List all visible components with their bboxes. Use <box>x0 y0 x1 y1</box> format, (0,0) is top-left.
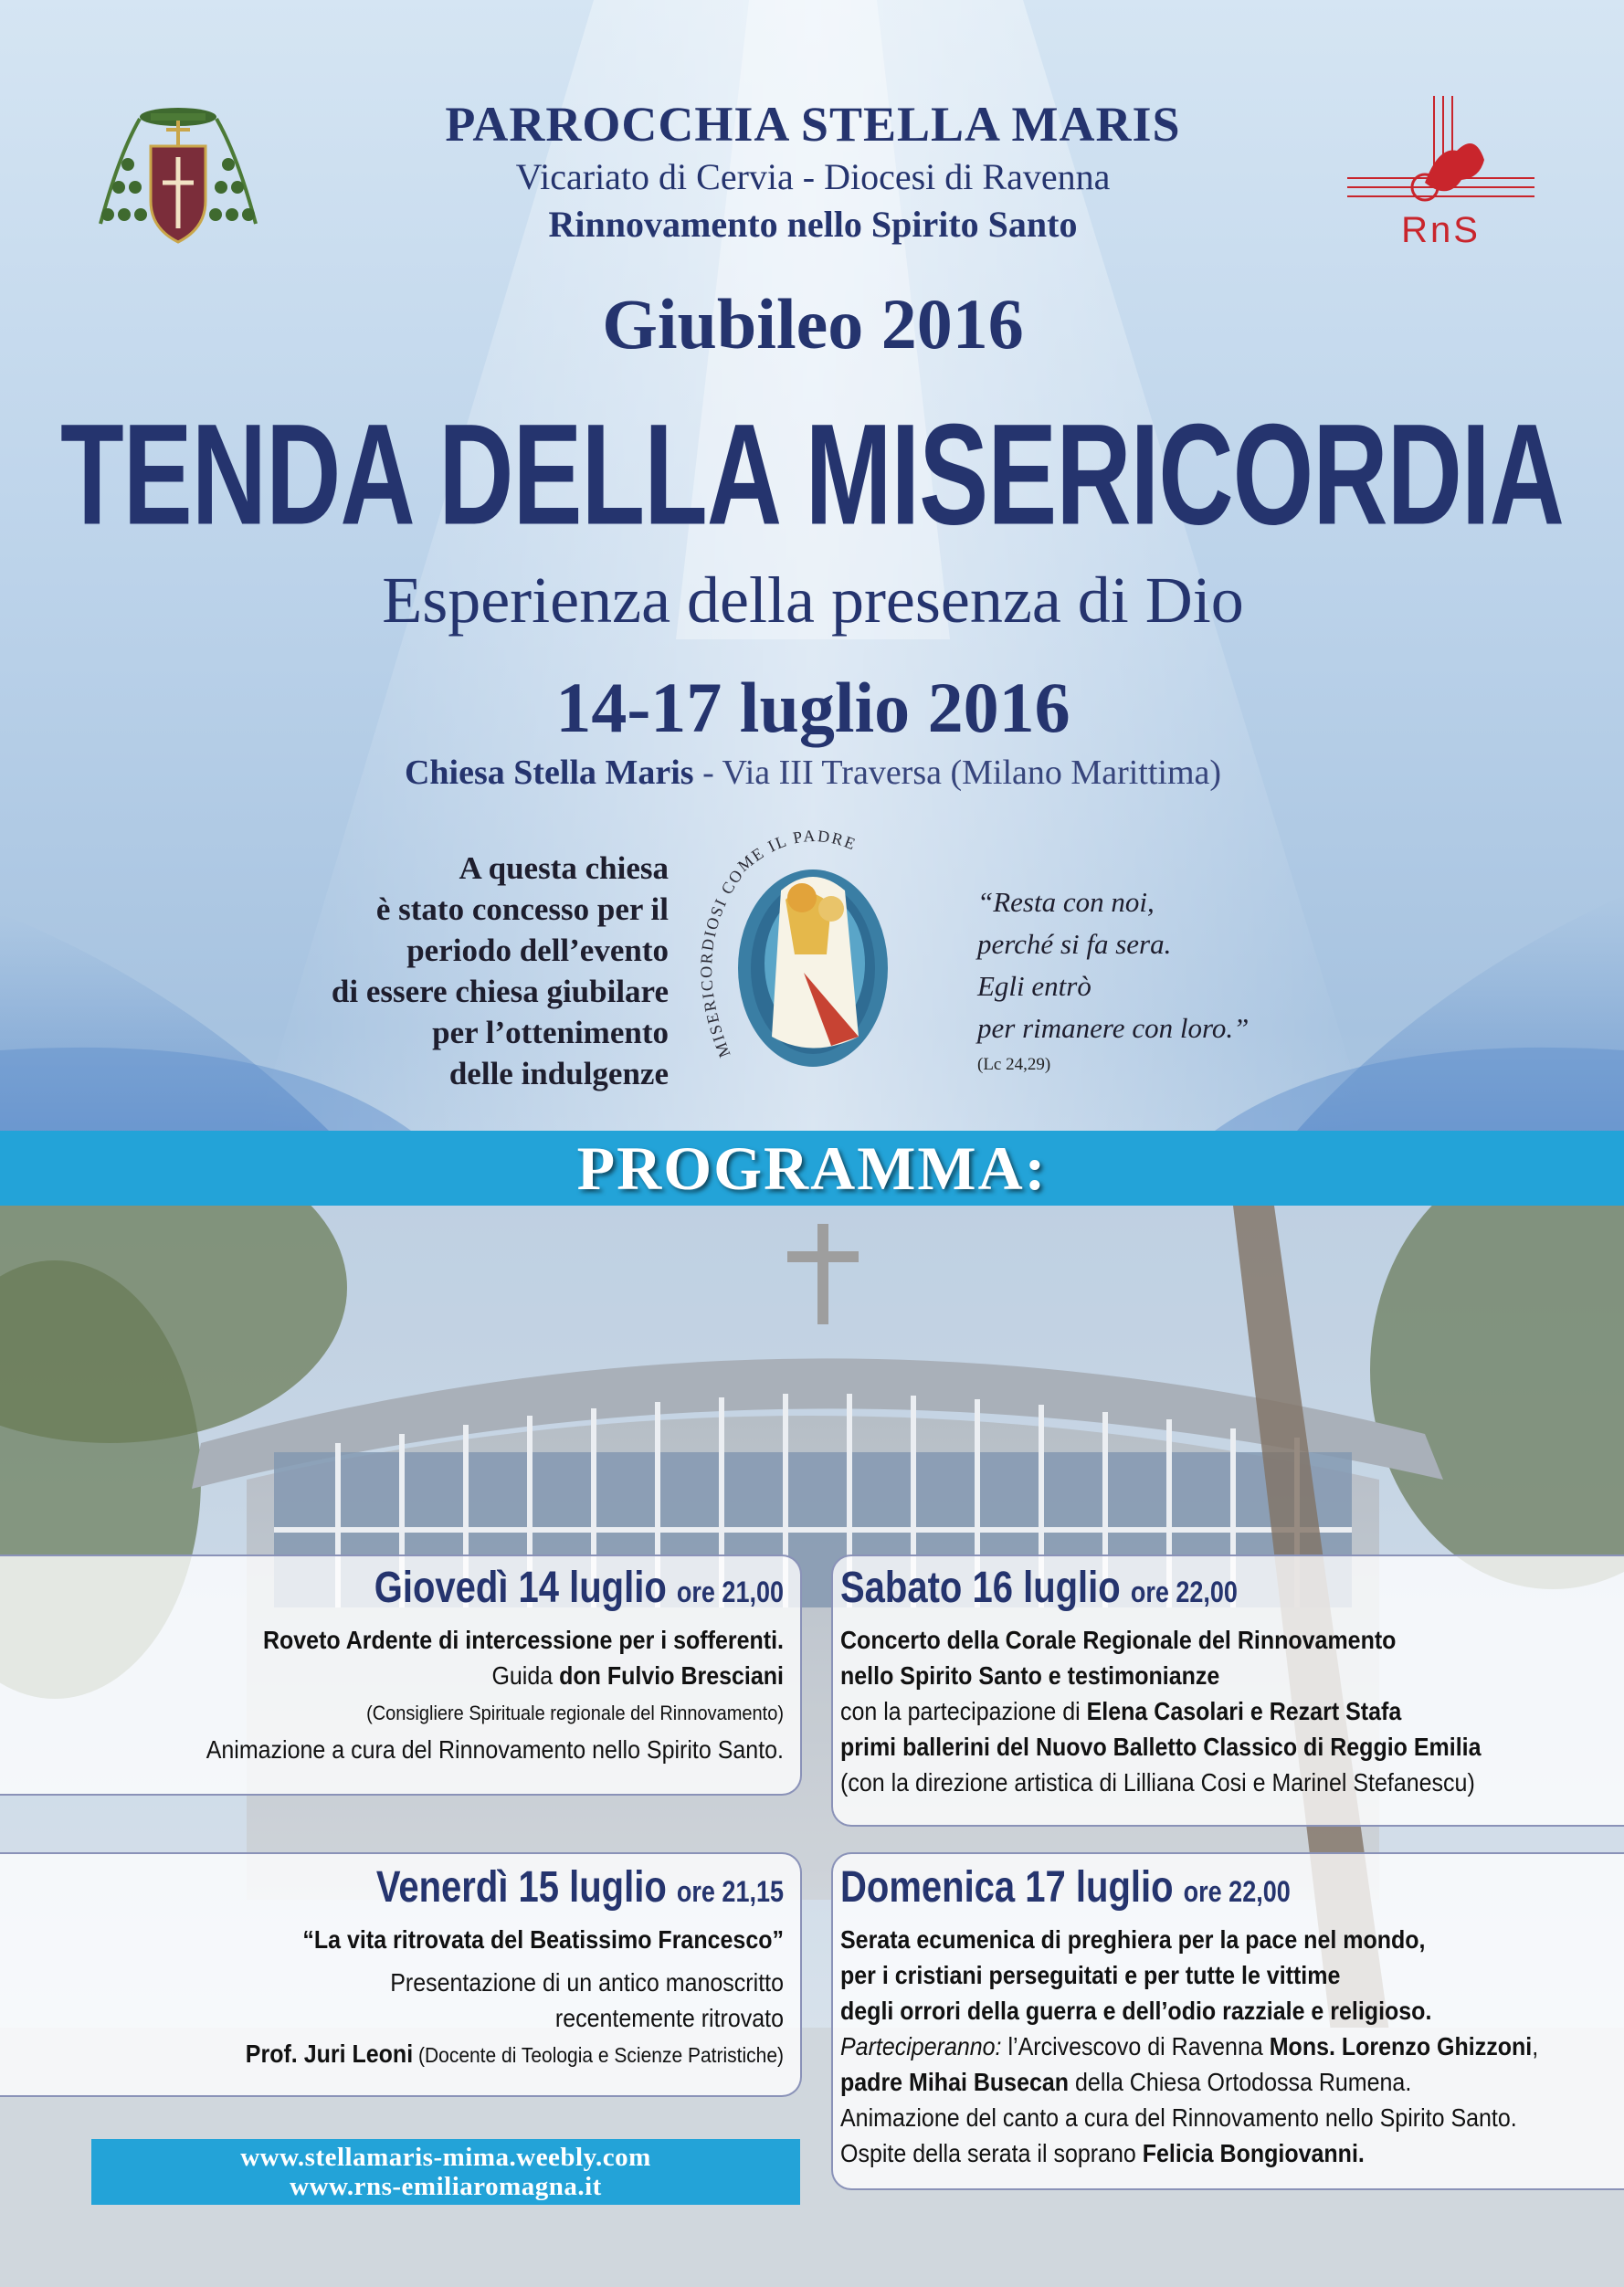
event-title: TENDA DELLA MISERICORDIA <box>60 395 1564 556</box>
event-subtitle: Esperienza della presenza di Dio <box>382 564 1244 637</box>
event-line: Prof. Juri Leoni (Docente di Teologia e Scienze Patristiche) <box>245 2039 784 2069</box>
notice-line: per l’ottenimento <box>432 1015 669 1050</box>
programma-title: PROGRAMMA: <box>576 1133 1048 1203</box>
event-line: con la partecipazione di Elena Casolari e Rezart Stafa <box>840 1697 1402 1726</box>
event-saturday-content <box>840 1564 1617 1799</box>
event-line: per i cristiani perseguitati e per tutte le vittime <box>840 1961 1341 1990</box>
event-line: Presentazione di un antico manoscritto <box>390 1968 784 1997</box>
event-time: ore 21,15 <box>676 1875 784 1909</box>
event-day-heading <box>18 1863 784 1913</box>
event-line: recentemente ritrovato <box>554 2004 784 2033</box>
event-day-heading <box>840 1564 1617 1613</box>
quote-line: “Resta con noi, <box>977 886 1155 918</box>
website-link[interactable]: www.stellamaris-mima.weebly.com <box>240 2143 651 2172</box>
event-line: degli orrori della guerra e dell’odio razziale e religioso. <box>840 1997 1432 2026</box>
event-sunday-content <box>840 1863 1617 2170</box>
event-location <box>183 753 1443 793</box>
event-dates: 14-17 luglio 2016 <box>555 668 1070 747</box>
event-line: Ospite della serata il soprano Felicia Bongiovanni. <box>840 2139 1365 2168</box>
event-time: ore 22,00 <box>1183 1875 1291 1909</box>
coat-of-arms-icon <box>91 100 265 251</box>
event-line: nello Spirito Santo e testimonianze <box>840 1661 1220 1691</box>
event-line: Animazione a cura del Rinnovamento nello Spirito Santo. <box>206 1735 784 1765</box>
quote-reference: (Lc 24,29) <box>977 1055 1051 1074</box>
quote-line: Egli entrò <box>977 970 1091 1002</box>
event-line: (Consigliere Spirituale regionale del Rinnovamento) <box>366 1702 784 1725</box>
event-day: Venerdì 15 luglio <box>375 1863 667 1912</box>
website-link[interactable]: www.rns-emiliaromagna.it <box>290 2172 602 2201</box>
event-line: primi ballerini del Nuovo Balletto Classico di Reggio Emilia <box>840 1733 1482 1762</box>
event-line: Serata ecumenica di preghiera per la pace nel mondo, <box>840 1925 1426 1955</box>
notice-line: periodo dell’evento <box>406 933 669 968</box>
event-friday-content <box>18 1863 784 2071</box>
notice-line: A questa chiesa <box>459 850 669 886</box>
event-line: Guida don Fulvio Bresciani <box>491 1661 784 1691</box>
event-day: Sabato 16 luglio <box>840 1564 1121 1612</box>
quote-line: perché si fa sera. <box>977 928 1172 960</box>
vicariate: Vicariato di Cervia - Diocesi di Ravenna <box>515 156 1111 197</box>
notice-line: è stato concesso per il <box>375 891 669 927</box>
bible-quote <box>977 881 1434 1049</box>
event-day-heading <box>18 1564 784 1613</box>
event-line: (con la direzione artistica di Lilliana Cosi e Marinel Stefanescu) <box>840 1768 1475 1797</box>
rns-logo-text: RnS <box>1401 210 1481 250</box>
event-time: ore 21,00 <box>676 1576 784 1609</box>
websites <box>91 2143 800 2201</box>
event-line: “La vita ritrovata del Beatissimo Francesco” <box>302 1925 784 1955</box>
notice-line: di essere chiesa giubilare <box>331 974 669 1009</box>
event-line: Roveto Ardente di intercessione per i sofferenti. <box>262 1626 784 1655</box>
event-line: padre Mihai Busecan della Chiesa Ortodossa Rumena. <box>840 2068 1412 2097</box>
event-day: Giovedì 14 luglio <box>374 1564 667 1612</box>
church-address: - Via III Traversa (Milano Marittima) <box>693 754 1222 792</box>
quote-line: per rimanere con loro.” <box>977 1012 1250 1044</box>
event-time: ore 22,00 <box>1130 1576 1238 1609</box>
parish-name: PARROCCHIA STELLA MARIS <box>445 97 1181 152</box>
event-line: Parteciperanno: l’Arcivescovo di Ravenna Mons. Lorenzo Ghizzoni, <box>840 2032 1539 2061</box>
event-day-heading <box>840 1863 1617 1913</box>
movement-name: Rinnovamento nello Spirito Santo <box>548 204 1078 245</box>
jubilee-church-notice <box>219 848 669 1094</box>
event-thursday-content <box>18 1564 784 1766</box>
jubilee-heading: Giubileo 2016 <box>602 284 1024 364</box>
jubilee-logo-icon <box>694 827 923 1110</box>
notice-line: delle indulgenze <box>448 1056 669 1091</box>
event-line: Animazione del canto a cura del Rinnovamento nello Spirito Santo. <box>840 2103 1517 2133</box>
event-day: Domenica 17 luglio <box>840 1863 1174 1912</box>
jubilee-logo-text: MISERICORDIOSI COME IL PADRE <box>697 827 859 1060</box>
event-line: Concerto della Corale Regionale del Rinnovamento <box>840 1626 1397 1655</box>
church-name: Chiesa Stella Maris <box>404 754 694 792</box>
